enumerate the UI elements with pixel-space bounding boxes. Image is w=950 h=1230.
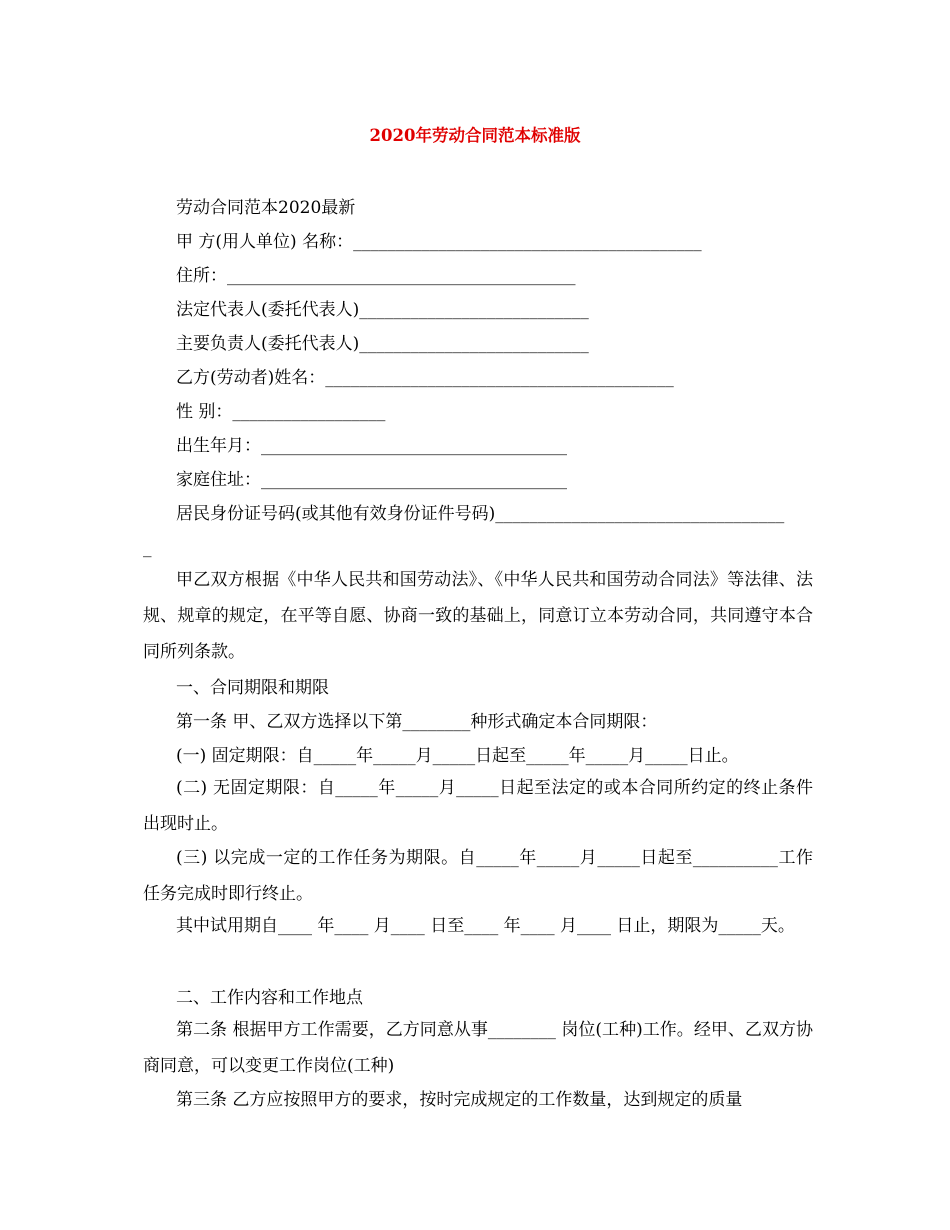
article1: 第一条 甲、乙双方选择以下第________种形式确定本合同期限： bbox=[176, 712, 658, 732]
party-b-name-line: 乙方(劳动者)姓名：_________________________________________ bbox=[176, 368, 674, 388]
home-address-line: 家庭住址：____________________________________ bbox=[176, 470, 567, 490]
option2-open-ended: (二) 无固定期限：自_____年_____月_____日起至法定的或本合同所约定的终止条件出现时止。 bbox=[143, 778, 813, 834]
subtitle-line: 劳动合同范本2020最新 bbox=[176, 198, 356, 218]
party-a-address-line: 住所：_________________________________________ bbox=[176, 266, 576, 286]
intro-paragraph: 甲乙双方根据《中华人民共和国劳动法》、《中华人民共和国劳动合同法》等法律、法规、规章的规定，在平等自愿、协商一致的基础上，同意订立本劳动合同，共同遵守本合同所列条款。 bbox=[143, 570, 813, 662]
document-title: 2020年劳动合同范本标准版 bbox=[369, 126, 581, 145]
option1-fixed-term: (一) 固定期限：自_____年_____月_____日起至_____年_____月_____日止。 bbox=[176, 746, 739, 766]
article2: 第二条 根据甲方工作需要，乙方同意从事________ 岗位(工种)工作。经甲、乙双方协商同意，可以变更工作岗位(工种) bbox=[143, 1020, 813, 1076]
party-a-name-line: 甲 方(用人单位) 名称：_________________________________________ bbox=[176, 232, 702, 252]
principal-line: 主要负责人(委托代表人)___________________________ bbox=[176, 334, 589, 354]
section1-heading: 一、合同期限和期限 bbox=[176, 678, 329, 698]
legal-representative-line: 法定代表人(委托代表人)___________________________ bbox=[176, 300, 589, 320]
gender-line: 性 别：__________________ bbox=[176, 402, 386, 422]
id-number-line: 居民身份证号码(或其他有效身份证件号码)__________________________________ bbox=[176, 504, 785, 524]
article3: 第三条 乙方应按照甲方的要求，按时完成规定的工作数量，达到规定的质量 bbox=[176, 1090, 743, 1110]
probation-period: 其中试用期自____ 年____ 月____ 日至____ 年____ 月____ 日止，期限为_____天。 bbox=[176, 916, 795, 936]
id-number-continuation: _ bbox=[143, 538, 152, 558]
section2-heading: 二、工作内容和工作地点 bbox=[176, 988, 363, 1008]
birth-date-line: 出生年月：____________________________________ bbox=[176, 436, 567, 456]
option3-task-based: (三) 以完成一定的工作任务为期限。自_____年_____月_____日起至__________工作任务完成时即行终止。 bbox=[143, 848, 813, 904]
